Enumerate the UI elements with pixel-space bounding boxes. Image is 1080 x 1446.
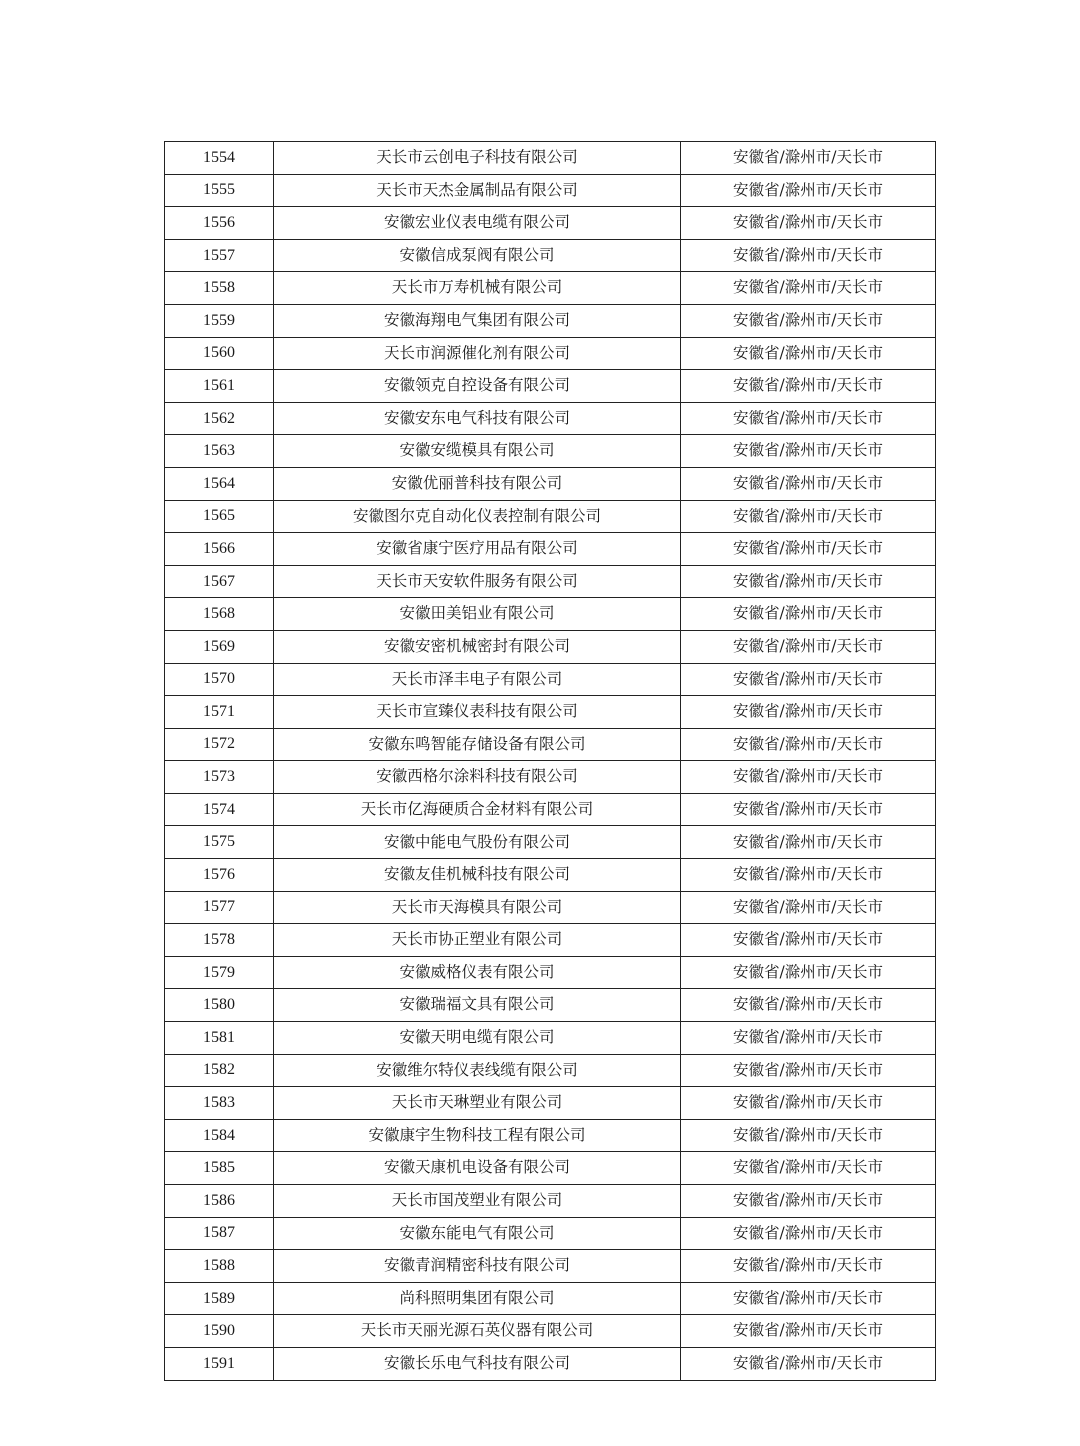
table-row [165, 1282, 936, 1315]
company-name-cell: 安徽中能电气股份有限公司 [274, 826, 681, 859]
row-number-cell: 1555 [165, 174, 274, 207]
region-cell: 安徽省/滁州市/天长市 [681, 989, 936, 1022]
company-name-cell: 天长市国茂塑业有限公司 [274, 1185, 681, 1218]
company-name-cell: 安徽威格仪表有限公司 [274, 956, 681, 989]
region-cell: 安徽省/滁州市/天长市 [681, 565, 936, 598]
region-cell: 安徽省/滁州市/天长市 [681, 174, 936, 207]
region-cell: 安徽省/滁州市/天长市 [681, 337, 936, 370]
table-body [165, 142, 936, 1381]
company-name-cell: 天长市天安软件服务有限公司 [274, 565, 681, 598]
region-cell: 安徽省/滁州市/天长市 [681, 663, 936, 696]
company-name-cell: 天长市协正塑业有限公司 [274, 924, 681, 957]
company-name-cell: 天长市天丽光源石英仪器有限公司 [274, 1315, 681, 1348]
table-row [165, 435, 936, 468]
table-row [165, 826, 936, 859]
company-name-cell: 天长市天海模具有限公司 [274, 891, 681, 924]
region-cell: 安徽省/滁州市/天长市 [681, 1152, 936, 1185]
row-number-cell: 1560 [165, 337, 274, 370]
company-name-cell: 天长市天杰金属制品有限公司 [274, 174, 681, 207]
region-cell: 安徽省/滁州市/天长市 [681, 1119, 936, 1152]
region-cell: 安徽省/滁州市/天长市 [681, 239, 936, 272]
table-row [165, 370, 936, 403]
row-number-cell: 1582 [165, 1054, 274, 1087]
row-number-cell: 1561 [165, 370, 274, 403]
row-number-cell: 1589 [165, 1282, 274, 1315]
region-cell: 安徽省/滁州市/天长市 [681, 793, 936, 826]
table-row [165, 1347, 936, 1380]
company-name-cell: 安徽领克自控设备有限公司 [274, 370, 681, 403]
table-row [165, 989, 936, 1022]
company-name-cell: 安徽省康宁医疗用品有限公司 [274, 533, 681, 566]
row-number-cell: 1584 [165, 1119, 274, 1152]
region-cell: 安徽省/滁州市/天长市 [681, 891, 936, 924]
region-cell: 安徽省/滁州市/天长市 [681, 402, 936, 435]
table-row [165, 467, 936, 500]
company-name-cell: 安徽长乐电气科技有限公司 [274, 1347, 681, 1380]
table-row [165, 239, 936, 272]
region-cell: 安徽省/滁州市/天长市 [681, 272, 936, 305]
region-cell: 安徽省/滁州市/天长市 [681, 370, 936, 403]
row-number-cell: 1558 [165, 272, 274, 305]
table-row [165, 174, 936, 207]
company-name-cell: 天长市万寿机械有限公司 [274, 272, 681, 305]
table-row [165, 142, 936, 175]
row-number-cell: 1554 [165, 142, 274, 175]
table-row [165, 793, 936, 826]
region-cell: 安徽省/滁州市/天长市 [681, 1347, 936, 1380]
region-cell: 安徽省/滁州市/天长市 [681, 1054, 936, 1087]
row-number-cell: 1559 [165, 304, 274, 337]
region-cell: 安徽省/滁州市/天长市 [681, 761, 936, 794]
company-name-cell: 天长市亿海硬质合金材料有限公司 [274, 793, 681, 826]
row-number-cell: 1562 [165, 402, 274, 435]
company-name-cell: 安徽友佳机械科技有限公司 [274, 859, 681, 892]
company-name-cell: 安徽海翔电气集团有限公司 [274, 304, 681, 337]
table-row [165, 337, 936, 370]
row-number-cell: 1569 [165, 630, 274, 663]
row-number-cell: 1566 [165, 533, 274, 566]
company-name-cell: 尚科照明集团有限公司 [274, 1282, 681, 1315]
row-number-cell: 1576 [165, 859, 274, 892]
company-name-cell: 安徽瑞福文具有限公司 [274, 989, 681, 1022]
table-row [165, 598, 936, 631]
row-number-cell: 1578 [165, 924, 274, 957]
row-number-cell: 1568 [165, 598, 274, 631]
table-row [165, 272, 936, 305]
region-cell: 安徽省/滁州市/天长市 [681, 728, 936, 761]
row-number-cell: 1579 [165, 956, 274, 989]
company-name-cell: 安徽青润精密科技有限公司 [274, 1250, 681, 1283]
company-name-cell: 安徽安缆模具有限公司 [274, 435, 681, 468]
row-number-cell: 1590 [165, 1315, 274, 1348]
region-cell: 安徽省/滁州市/天长市 [681, 467, 936, 500]
row-number-cell: 1573 [165, 761, 274, 794]
table-row [165, 1087, 936, 1120]
region-cell: 安徽省/滁州市/天长市 [681, 924, 936, 957]
company-name-cell: 安徽安密机械密封有限公司 [274, 630, 681, 663]
table-row [165, 663, 936, 696]
table-row [165, 891, 936, 924]
row-number-cell: 1556 [165, 207, 274, 240]
region-cell: 安徽省/滁州市/天长市 [681, 500, 936, 533]
region-cell: 安徽省/滁州市/天长市 [681, 598, 936, 631]
table-row [165, 1054, 936, 1087]
region-cell: 安徽省/滁州市/天长市 [681, 1315, 936, 1348]
company-name-cell: 安徽西格尔涂料科技有限公司 [274, 761, 681, 794]
row-number-cell: 1588 [165, 1250, 274, 1283]
table-row [165, 304, 936, 337]
company-name-cell: 安徽田美铝业有限公司 [274, 598, 681, 631]
row-number-cell: 1585 [165, 1152, 274, 1185]
table-row [165, 1217, 936, 1250]
company-name-cell: 安徽天明电缆有限公司 [274, 1022, 681, 1055]
table-row [165, 500, 936, 533]
row-number-cell: 1581 [165, 1022, 274, 1055]
row-number-cell: 1570 [165, 663, 274, 696]
region-cell: 安徽省/滁州市/天长市 [681, 859, 936, 892]
company-name-cell: 天长市润源催化剂有限公司 [274, 337, 681, 370]
row-number-cell: 1567 [165, 565, 274, 598]
row-number-cell: 1586 [165, 1185, 274, 1218]
table-row [165, 696, 936, 729]
table-row [165, 728, 936, 761]
company-name-cell: 安徽维尔特仪表线缆有限公司 [274, 1054, 681, 1087]
company-name-cell: 天长市宣臻仪表科技有限公司 [274, 696, 681, 729]
company-name-cell: 安徽康宇生物科技工程有限公司 [274, 1119, 681, 1152]
company-name-cell: 安徽宏业仪表电缆有限公司 [274, 207, 681, 240]
table-row [165, 1152, 936, 1185]
company-name-cell: 天长市泽丰电子有限公司 [274, 663, 681, 696]
table-row [165, 630, 936, 663]
table-row [165, 402, 936, 435]
region-cell: 安徽省/滁州市/天长市 [681, 1022, 936, 1055]
region-cell: 安徽省/滁州市/天长市 [681, 1282, 936, 1315]
company-name-cell: 安徽信成泵阀有限公司 [274, 239, 681, 272]
company-name-cell: 安徽天康机电设备有限公司 [274, 1152, 681, 1185]
table-row [165, 1119, 936, 1152]
row-number-cell: 1591 [165, 1347, 274, 1380]
region-cell: 安徽省/滁州市/天长市 [681, 1250, 936, 1283]
table-row [165, 1022, 936, 1055]
company-name-cell: 安徽东鸣智能存储设备有限公司 [274, 728, 681, 761]
table-row [165, 956, 936, 989]
region-cell: 安徽省/滁州市/天长市 [681, 435, 936, 468]
row-number-cell: 1563 [165, 435, 274, 468]
row-number-cell: 1572 [165, 728, 274, 761]
row-number-cell: 1574 [165, 793, 274, 826]
company-name-cell: 天长市天琳塑业有限公司 [274, 1087, 681, 1120]
table-row [165, 533, 936, 566]
region-cell: 安徽省/滁州市/天长市 [681, 696, 936, 729]
row-number-cell: 1571 [165, 696, 274, 729]
region-cell: 安徽省/滁州市/天长市 [681, 533, 936, 566]
company-name-cell: 安徽优丽普科技有限公司 [274, 467, 681, 500]
table-row [165, 1250, 936, 1283]
table-row [165, 761, 936, 794]
row-number-cell: 1577 [165, 891, 274, 924]
table-row [165, 859, 936, 892]
table-row [165, 1315, 936, 1348]
table-row [165, 1185, 936, 1218]
row-number-cell: 1565 [165, 500, 274, 533]
region-cell: 安徽省/滁州市/天长市 [681, 956, 936, 989]
company-name-cell: 安徽东能电气有限公司 [274, 1217, 681, 1250]
company-list-table [164, 141, 936, 1381]
table-row [165, 924, 936, 957]
table-row [165, 207, 936, 240]
row-number-cell: 1564 [165, 467, 274, 500]
company-name-cell: 安徽图尔克自动化仪表控制有限公司 [274, 500, 681, 533]
row-number-cell: 1580 [165, 989, 274, 1022]
region-cell: 安徽省/滁州市/天长市 [681, 1217, 936, 1250]
region-cell: 安徽省/滁州市/天长市 [681, 826, 936, 859]
region-cell: 安徽省/滁州市/天长市 [681, 1087, 936, 1120]
row-number-cell: 1557 [165, 239, 274, 272]
row-number-cell: 1583 [165, 1087, 274, 1120]
region-cell: 安徽省/滁州市/天长市 [681, 1185, 936, 1218]
row-number-cell: 1587 [165, 1217, 274, 1250]
company-name-cell: 天长市云创电子科技有限公司 [274, 142, 681, 175]
row-number-cell: 1575 [165, 826, 274, 859]
region-cell: 安徽省/滁州市/天长市 [681, 304, 936, 337]
region-cell: 安徽省/滁州市/天长市 [681, 630, 936, 663]
table-row [165, 565, 936, 598]
region-cell: 安徽省/滁州市/天长市 [681, 207, 936, 240]
region-cell: 安徽省/滁州市/天长市 [681, 142, 936, 175]
company-name-cell: 安徽安东电气科技有限公司 [274, 402, 681, 435]
